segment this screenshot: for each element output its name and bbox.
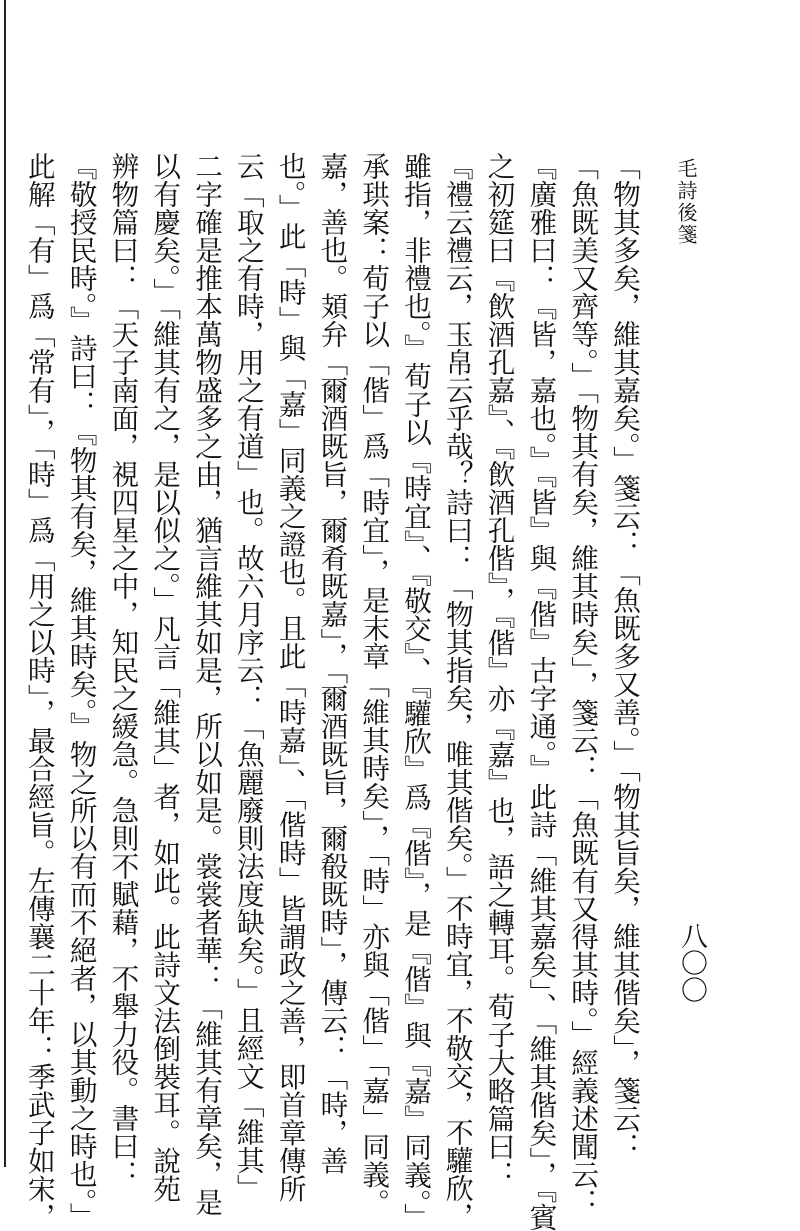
text-column: 之初筵曰『飲酒孔嘉』、『飲酒孔偕』，『偕』亦『嘉』也，語之轉耳。荀子大略篇曰： (482, 152, 516, 1189)
main-text-block (22, 152, 645, 1231)
running-title: 毛詩後箋 (674, 158, 698, 246)
left-margin-rule (4, 0, 6, 1167)
text-column: 也。」此「時」與「嘉」同義之證也。且此「時嘉」、「偕時」皆謂政之善，即首章傳所 (273, 152, 307, 1203)
text-column: 二字確是推本萬物盛多之由，猶言維其如是，所以如是。裳裳者華：「維其有章矣，是 (190, 152, 224, 1216)
text-column: 以有慶矣。」「維其有之，是以似之。」凡言「維其」者，如此。此詩文法倒裝耳。說苑 (148, 152, 182, 1203)
text-column: 「魚既美又齊等。」「物其有矣，維其時矣」，箋云：「魚既有又得其時。」經義述聞云： (566, 152, 600, 1217)
text-column: 云「取之有時，用之有道」也。故六月序云：「魚麗廢則法度缺矣。」且經文「維其」 (231, 152, 265, 1203)
page-number: 八〇〇 (676, 922, 707, 1003)
text-column: 承珙案：荀子以「偕」爲「時宜」，是末章「維其時矣」，「時」亦與「偕」「嘉」同義。 (357, 152, 391, 1217)
text-column: 雖指，非禮也。』荀子以『時宜』、『敬交』、『驩欣』爲『偕』，是『偕』與『嘉』同義。」 (399, 152, 433, 1231)
text-column: 辨物篇曰：「天子南面，視四星之中，知民之緩急。急則不賦藉，不舉力役。書曰： (106, 152, 140, 1188)
text-column: 『敬授民時。』詩曰：『物其有矣，維其時矣。』物之所以有而不絕者，以其動之時也。」 (64, 152, 98, 1231)
text-column: 嘉，善也。頍弁「爾酒既旨，爾肴既嘉」，「爾酒既旨，爾殽既時」，傳云：「時，善 (315, 152, 349, 1175)
text-column: 「物其多矣，維其嘉矣。」箋云：「魚既多又善。」「物其旨矣，維其偕矣」，箋云： (608, 152, 641, 1161)
text-column: 『禮云禮云，玉帛云乎哉？詩曰：「物其指矣，唯其偕矣。」不時宜，不敬交，不驩欣， (440, 152, 474, 1231)
text-column: 『廣雅曰：『皆，嘉也。』『皆』與『偕』古字通。』此詩「維其嘉矣」、「維其偕矣」，『賓 (524, 152, 558, 1231)
text-column: 此解「有」爲「常有」，「時」爲「用之以時」，最合經旨。左傳襄二十年：季武子如宋， (22, 152, 56, 1231)
